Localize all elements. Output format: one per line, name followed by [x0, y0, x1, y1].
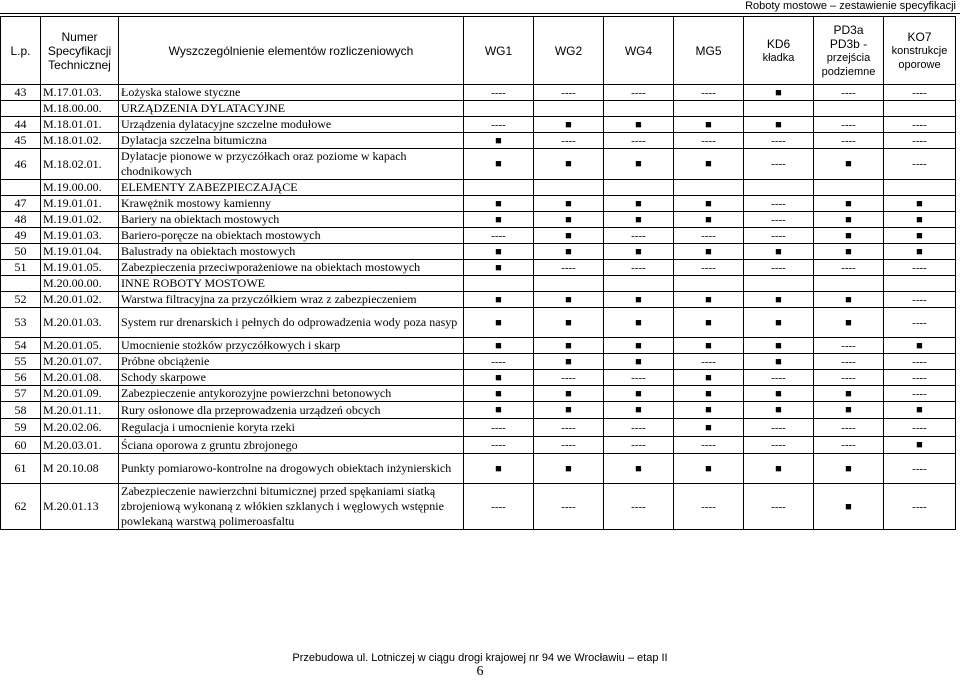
row-cell	[744, 180, 814, 196]
row-description: ELEMENTY ZABEZPIECZAJĄCE	[119, 180, 464, 196]
row-cell: ■	[814, 292, 884, 308]
row-cell: ■	[814, 212, 884, 228]
col-mg5: MG5	[674, 17, 744, 85]
row-cell: ■	[534, 228, 604, 244]
row-cell	[534, 101, 604, 117]
row-description: System rur drenarskich i pełnych do odprowadzenia wody poza nasyp	[119, 308, 464, 338]
row-cell: ----	[534, 370, 604, 386]
row-cell: ■	[744, 338, 814, 354]
row-cell: ----	[744, 437, 814, 454]
row-description: Ściana oporowa z gruntu zbrojonego	[119, 437, 464, 454]
row-cell: ■	[674, 117, 744, 133]
row-cell: ■	[464, 149, 534, 180]
table-row	[1, 276, 956, 292]
row-description: Bariero-poręcze na obiektach mostowych	[119, 228, 464, 244]
row-cell: ----	[674, 228, 744, 244]
row-cell: ■	[534, 196, 604, 212]
row-description: INNE ROBOTY MOSTOWE	[119, 276, 464, 292]
row-cell: ■	[534, 454, 604, 484]
row-cell: ■	[464, 386, 534, 402]
row-cell: ■	[674, 419, 744, 437]
table-row	[1, 196, 956, 212]
row-cell: ----	[464, 484, 534, 530]
row-cell: ----	[604, 370, 674, 386]
header-rule	[0, 13, 960, 14]
row-cell: ■	[534, 402, 604, 419]
row-cell: ----	[604, 228, 674, 244]
row-cell: ■	[814, 149, 884, 180]
row-cell: ----	[464, 354, 534, 370]
row-cell: ■	[744, 386, 814, 402]
row-cell: ----	[674, 260, 744, 276]
row-description: Regulacja i umocnienie koryta rzeki	[119, 419, 464, 437]
row-cell: ----	[814, 419, 884, 437]
row-spec-code: M.18.01.01.	[41, 117, 119, 133]
row-cell: ----	[464, 85, 534, 101]
row-lp: 43	[1, 85, 41, 101]
row-cell: ----	[884, 308, 956, 338]
table-row	[1, 437, 956, 454]
row-lp: 60	[1, 437, 41, 454]
row-description: Dylatacje pionowe w przyczółkach oraz poziome w kapach chodnikowych	[119, 149, 464, 180]
row-cell: ■	[814, 308, 884, 338]
table-row	[1, 260, 956, 276]
col-kd6: KD6 kładka	[744, 17, 814, 85]
row-cell: ■	[814, 454, 884, 484]
row-cell: ■	[604, 212, 674, 228]
table-row	[1, 212, 956, 228]
row-cell: ----	[534, 419, 604, 437]
row-cell: ■	[464, 454, 534, 484]
row-cell: ■	[814, 386, 884, 402]
row-cell: ■	[674, 244, 744, 260]
row-cell	[814, 101, 884, 117]
row-cell: ----	[604, 133, 674, 149]
row-spec-code: M.20.01.05.	[41, 338, 119, 354]
row-cell	[674, 180, 744, 196]
row-cell: ----	[744, 260, 814, 276]
row-lp: 54	[1, 338, 41, 354]
row-spec-code: M.20.01.03.	[41, 308, 119, 338]
row-cell: ----	[674, 484, 744, 530]
row-cell: ----	[604, 437, 674, 454]
row-lp: 56	[1, 370, 41, 386]
row-cell: ----	[604, 484, 674, 530]
row-cell: ■	[674, 370, 744, 386]
row-cell: ----	[814, 354, 884, 370]
row-cell: ■	[744, 85, 814, 101]
row-cell	[464, 180, 534, 196]
row-cell: ■	[464, 370, 534, 386]
row-spec-code: M.20.02.06.	[41, 419, 119, 437]
row-description: Próbne obciążenie	[119, 354, 464, 370]
row-spec-code: M.20.03.01.	[41, 437, 119, 454]
row-description: Zabezpieczenie antykorozyjne powierzchni betonowych	[119, 386, 464, 402]
row-cell: ----	[604, 260, 674, 276]
row-lp	[1, 276, 41, 292]
table-row	[1, 85, 956, 101]
row-description: Urządzenia dylatacyjne szczelne modułowe	[119, 117, 464, 133]
row-cell: ----	[884, 419, 956, 437]
row-spec-code: M.20.01.08.	[41, 370, 119, 386]
row-spec-code: M.19.01.02.	[41, 212, 119, 228]
row-spec-code: M.18.01.02.	[41, 133, 119, 149]
row-cell: ----	[674, 133, 744, 149]
row-cell: ----	[884, 117, 956, 133]
col-ko7: KO7 konstrukcje oporowe	[884, 17, 956, 85]
row-cell	[604, 276, 674, 292]
row-cell: ■	[744, 244, 814, 260]
row-description: Krawężnik mostowy kamienny	[119, 196, 464, 212]
page-number: 6	[476, 664, 484, 679]
row-cell: ----	[604, 419, 674, 437]
row-cell: ----	[744, 149, 814, 180]
row-cell	[814, 180, 884, 196]
table-row	[1, 228, 956, 244]
row-cell	[604, 180, 674, 196]
row-cell: ■	[884, 212, 956, 228]
row-cell: ----	[534, 260, 604, 276]
row-lp	[1, 101, 41, 117]
row-spec-code: M.19.01.04.	[41, 244, 119, 260]
table-row	[1, 244, 956, 260]
row-cell: ----	[674, 85, 744, 101]
row-cell: ----	[814, 133, 884, 149]
row-cell: ----	[814, 260, 884, 276]
row-cell: ■	[604, 386, 674, 402]
row-cell: ■	[744, 454, 814, 484]
row-spec-code: M.20.01.02.	[41, 292, 119, 308]
row-lp: 47	[1, 196, 41, 212]
row-cell: ■	[604, 402, 674, 419]
table-row	[1, 338, 956, 354]
row-lp: 46	[1, 149, 41, 180]
row-lp: 48	[1, 212, 41, 228]
row-lp: 52	[1, 292, 41, 308]
row-cell: ■	[464, 292, 534, 308]
row-cell: ----	[884, 484, 956, 530]
row-cell: ■	[674, 402, 744, 419]
row-cell	[534, 180, 604, 196]
row-cell: ■	[674, 292, 744, 308]
col-description: Wyszczególnienie elementów rozliczeniowych	[119, 17, 464, 85]
col-wg4: WG4	[604, 17, 674, 85]
row-cell: ----	[884, 85, 956, 101]
row-description: Punkty pomiarowo-kontrolne na drogowych obiektach inżynierskich	[119, 454, 464, 484]
row-spec-code: M.20.00.00.	[41, 276, 119, 292]
row-cell: ----	[744, 133, 814, 149]
table-row	[1, 117, 956, 133]
row-description: Rury osłonowe dla przeprowadzenia urządzeń obcych	[119, 402, 464, 419]
row-lp: 58	[1, 402, 41, 419]
table-row	[1, 133, 956, 149]
row-cell	[464, 276, 534, 292]
row-cell: ■	[534, 308, 604, 338]
row-lp: 49	[1, 228, 41, 244]
row-cell: ----	[534, 484, 604, 530]
row-cell: ----	[814, 370, 884, 386]
table-row	[1, 484, 956, 530]
table-row	[1, 402, 956, 419]
row-cell: ■	[604, 117, 674, 133]
row-cell: ■	[534, 386, 604, 402]
row-cell: ■	[674, 149, 744, 180]
row-cell: ■	[464, 212, 534, 228]
row-cell: ■	[604, 292, 674, 308]
row-cell: ----	[534, 85, 604, 101]
row-cell: ■	[744, 308, 814, 338]
row-cell: ----	[884, 386, 956, 402]
row-cell: ----	[674, 437, 744, 454]
row-spec-code: M.17.01.03.	[41, 85, 119, 101]
row-cell: ----	[884, 354, 956, 370]
table-row	[1, 370, 956, 386]
footer-text: Przebudowa ul. Lotniczej w ciągu drogi krajowej nr 94 we Wrocławiu – etap II	[292, 652, 668, 664]
row-description: Zabezpieczenie nawierzchni bitumicznej przed spękaniami siatką zbrojeniową wykonaną z włókien szklanych i węglowych wstępnie powlekaną warstwą polimeroasfaltu	[119, 484, 464, 530]
row-cell: ■	[464, 260, 534, 276]
table-header-row	[1, 17, 956, 85]
row-cell: ■	[814, 196, 884, 212]
row-cell	[744, 101, 814, 117]
row-cell	[884, 180, 956, 196]
row-cell: ■	[744, 117, 814, 133]
row-cell	[604, 101, 674, 117]
row-cell: ----	[814, 338, 884, 354]
row-lp: 57	[1, 386, 41, 402]
row-cell: ■	[464, 308, 534, 338]
row-spec-code: M.19.00.00.	[41, 180, 119, 196]
row-lp: 51	[1, 260, 41, 276]
row-description: URZĄDZENIA DYLATACYJNE	[119, 101, 464, 117]
row-cell: ■	[884, 196, 956, 212]
row-cell: ----	[744, 419, 814, 437]
row-cell: ■	[744, 292, 814, 308]
row-cell	[884, 101, 956, 117]
row-description: Warstwa filtracyjna za przyczółkiem wraz z zabezpieczeniem	[119, 292, 464, 308]
row-spec-code: M.18.02.01.	[41, 149, 119, 180]
row-spec-code: M.18.00.00.	[41, 101, 119, 117]
row-cell: ■	[464, 244, 534, 260]
row-lp: 50	[1, 244, 41, 260]
table-row	[1, 149, 956, 180]
row-lp: 59	[1, 419, 41, 437]
row-description: Bariery na obiektach mostowych	[119, 212, 464, 228]
row-cell: ----	[464, 437, 534, 454]
row-cell: ----	[744, 370, 814, 386]
row-cell: ■	[814, 402, 884, 419]
table-row	[1, 308, 956, 338]
row-cell	[814, 276, 884, 292]
col-wg2: WG2	[534, 17, 604, 85]
row-cell: ----	[604, 85, 674, 101]
row-cell: ■	[534, 117, 604, 133]
row-cell	[674, 101, 744, 117]
row-cell: ■	[674, 386, 744, 402]
col-spec-number: Numer Specyfikacji Technicznej	[41, 17, 119, 85]
table-row	[1, 419, 956, 437]
table-row	[1, 354, 956, 370]
row-cell: ■	[674, 212, 744, 228]
col-pd3: PD3a PD3b - przejścia podziemne	[814, 17, 884, 85]
row-cell: ■	[604, 338, 674, 354]
row-cell: ----	[464, 117, 534, 133]
row-spec-code: M.19.01.01.	[41, 196, 119, 212]
row-lp	[1, 180, 41, 196]
row-description: Balustrady na obiektach mostowych	[119, 244, 464, 260]
row-description: Umocnienie stożków przyczółkowych i skarp	[119, 338, 464, 354]
row-cell: ----	[744, 212, 814, 228]
table-row	[1, 386, 956, 402]
row-cell	[464, 101, 534, 117]
row-cell: ■	[674, 196, 744, 212]
col-wg1: WG1	[464, 17, 534, 85]
row-cell: ■	[464, 402, 534, 419]
table-body	[1, 85, 956, 530]
row-cell: ■	[884, 437, 956, 454]
specification-table	[0, 16, 956, 530]
row-cell: ----	[814, 437, 884, 454]
row-cell	[744, 276, 814, 292]
row-cell: ■	[674, 454, 744, 484]
document-header: Roboty mostowe – zestawienie specyfikacji	[745, 0, 956, 12]
row-description: Dylatacja szczelna bitumiczna	[119, 133, 464, 149]
row-lp: 62	[1, 484, 41, 530]
row-spec-code: M.20.01.09.	[41, 386, 119, 402]
row-spec-code: M.20.01.13	[41, 484, 119, 530]
row-description: Schody skarpowe	[119, 370, 464, 386]
row-cell: ■	[744, 402, 814, 419]
table-row	[1, 180, 956, 196]
row-cell: ■	[534, 149, 604, 180]
row-cell: ■	[534, 244, 604, 260]
row-cell: ■	[604, 244, 674, 260]
row-cell: ■	[814, 228, 884, 244]
row-cell	[534, 276, 604, 292]
row-cell: ■	[744, 354, 814, 370]
row-lp: 61	[1, 454, 41, 484]
row-cell: ----	[884, 370, 956, 386]
row-spec-code: M.20.01.11.	[41, 402, 119, 419]
table-row	[1, 101, 956, 117]
row-cell: ■	[814, 244, 884, 260]
row-cell: ■	[884, 244, 956, 260]
row-cell: ■	[604, 196, 674, 212]
row-cell: ■	[534, 292, 604, 308]
row-cell: ■	[534, 354, 604, 370]
row-lp: 45	[1, 133, 41, 149]
row-cell: ■	[534, 212, 604, 228]
row-cell: ----	[534, 133, 604, 149]
col-lp: L.p.	[1, 17, 41, 85]
row-cell: ■	[884, 402, 956, 419]
row-cell: ■	[674, 308, 744, 338]
row-description: Łożyska stalowe styczne	[119, 85, 464, 101]
row-cell: ----	[884, 454, 956, 484]
row-spec-code: M.20.01.07.	[41, 354, 119, 370]
row-cell	[884, 276, 956, 292]
row-lp: 53	[1, 308, 41, 338]
row-cell: ----	[814, 85, 884, 101]
table-row	[1, 454, 956, 484]
row-cell: ■	[464, 338, 534, 354]
row-cell: ----	[814, 117, 884, 133]
row-cell: ■	[534, 338, 604, 354]
row-cell: ----	[884, 292, 956, 308]
row-cell: ----	[744, 228, 814, 244]
row-description: Zabezpieczenia przeciwporażeniowe na obiektach mostowych	[119, 260, 464, 276]
row-cell: ----	[744, 484, 814, 530]
row-cell: ■	[884, 338, 956, 354]
table-row	[1, 292, 956, 308]
row-cell: ----	[534, 437, 604, 454]
row-cell: ■	[674, 338, 744, 354]
row-cell: ----	[884, 149, 956, 180]
row-cell: ----	[884, 260, 956, 276]
row-cell: ----	[674, 354, 744, 370]
row-cell: ■	[464, 133, 534, 149]
row-spec-code: M.19.01.05.	[41, 260, 119, 276]
row-cell: ■	[604, 149, 674, 180]
row-cell: ■	[464, 196, 534, 212]
row-lp: 55	[1, 354, 41, 370]
row-spec-code: M.19.01.03.	[41, 228, 119, 244]
row-cell: ----	[884, 133, 956, 149]
row-cell	[674, 276, 744, 292]
row-cell: ■	[814, 484, 884, 530]
row-cell: ■	[604, 454, 674, 484]
row-cell: ■	[884, 228, 956, 244]
row-lp: 44	[1, 117, 41, 133]
row-cell: ----	[464, 419, 534, 437]
row-cell: ■	[604, 354, 674, 370]
row-spec-code: M 20.10.08	[41, 454, 119, 484]
row-cell: ----	[464, 228, 534, 244]
row-cell: ----	[744, 196, 814, 212]
row-cell: ■	[604, 308, 674, 338]
